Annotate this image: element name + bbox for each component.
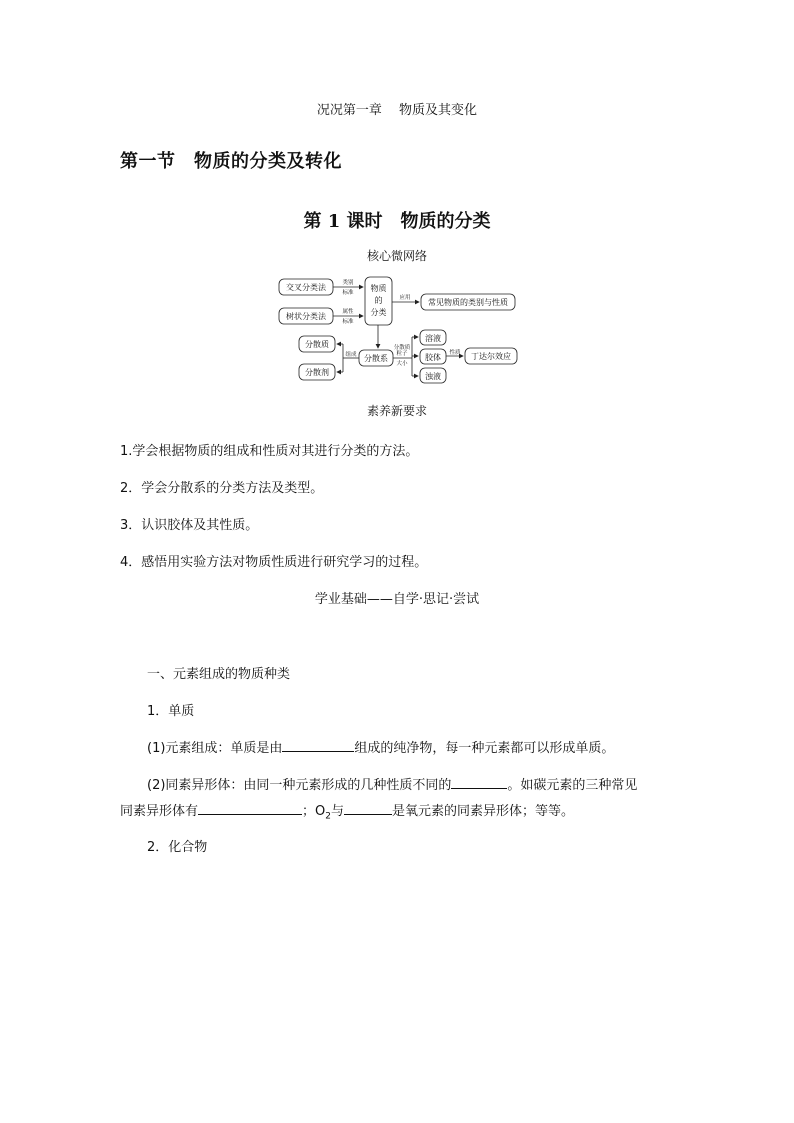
requirements-title: 素养新要求 xyxy=(366,404,427,418)
edge-prop: 属性 xyxy=(342,309,354,315)
blank-2[interactable] xyxy=(451,774,507,789)
blank-4[interactable] xyxy=(344,800,392,815)
node-system: 分散系 xyxy=(364,354,388,363)
network-title: 核心微网络 xyxy=(366,249,427,263)
edge-nature: 性质 xyxy=(449,350,461,356)
core-network-diagram xyxy=(270,266,530,386)
node-turbid: 浊液 xyxy=(425,372,441,381)
requirement-item-4: 4．感悟用实验方法对物质性质进行研究学习的过程。 xyxy=(120,555,428,570)
heading-simple-substance: 1．单质 xyxy=(147,704,195,719)
node-solution: 溶液 xyxy=(425,334,441,343)
p2-text-c: 同素异形体有 xyxy=(120,804,199,819)
requirement-item-1: 1.学会根据物质的组成和性质对其进行分类的方法。 xyxy=(120,444,419,459)
p2-text-a: (2)同素异形体：由同一种元素形成的几种性质不同的 xyxy=(147,778,452,793)
lesson-title: 第 1 课时 物质的分类 xyxy=(303,211,491,232)
node-tyndall: 丁达尔效应 xyxy=(471,352,511,361)
heading-element-composition: 一、元素组成的物质种类 xyxy=(147,667,291,682)
blank-1[interactable] xyxy=(282,737,354,752)
node-dispersed: 分散质 xyxy=(305,340,329,349)
p1-text-b: 组成的纯净物，每一种元素都可以形成单质。 xyxy=(354,741,615,756)
p2-text-f: 是氧元素的同素异形体；等等。 xyxy=(392,804,575,819)
node-matter-2: 的 xyxy=(374,296,383,305)
edge-std2: 标准 xyxy=(342,319,354,325)
edge-compose: 组成 xyxy=(345,352,357,358)
node-matter-1: 物质 xyxy=(370,284,387,293)
edge-std1: 标准 xyxy=(342,290,354,296)
edge-cat1: 类别 xyxy=(342,280,354,286)
paragraph-allotrope-line2 xyxy=(120,800,574,822)
paragraph-allotrope-line1 xyxy=(147,774,637,793)
p2-text-e: 与 xyxy=(330,804,344,819)
edge-d3: 大小 xyxy=(396,361,408,367)
node-common: 常见物质的类别与性质 xyxy=(428,298,508,307)
chapter-header: 况况第一章 物质及其变化 xyxy=(316,103,478,118)
edge-apply: 应用 xyxy=(399,295,411,301)
node-matter-3: 分类 xyxy=(370,308,387,317)
paragraph-element-composition xyxy=(147,737,614,756)
node-colloid: 胶体 xyxy=(425,353,441,362)
edge-d2: 粒子 xyxy=(396,351,408,357)
requirement-item-2: 2．学会分散系的分类方法及类型。 xyxy=(120,481,324,496)
heading-compound: 2．化合物 xyxy=(147,840,208,855)
blank-3[interactable] xyxy=(198,800,302,815)
p1-text-a: (1)元素组成：单质是由 xyxy=(147,741,283,756)
section-title: 第一节 物质的分类及转化 xyxy=(120,151,342,172)
p2-text-d: ；O xyxy=(302,804,326,819)
requirement-item-3: 3．认识胶体及其性质。 xyxy=(120,518,259,533)
node-tree: 树状分类法 xyxy=(286,312,326,321)
p2-subscript: 2 xyxy=(325,811,331,822)
node-agent: 分散剂 xyxy=(305,368,329,377)
p2-text-b: 。如碳元素的三种常见 xyxy=(507,778,638,793)
node-cross: 交叉分类法 xyxy=(286,283,326,292)
edge-d1: 分散质 xyxy=(393,345,411,351)
study-header: 学业基础——自学·思记·尝试 xyxy=(314,592,480,607)
